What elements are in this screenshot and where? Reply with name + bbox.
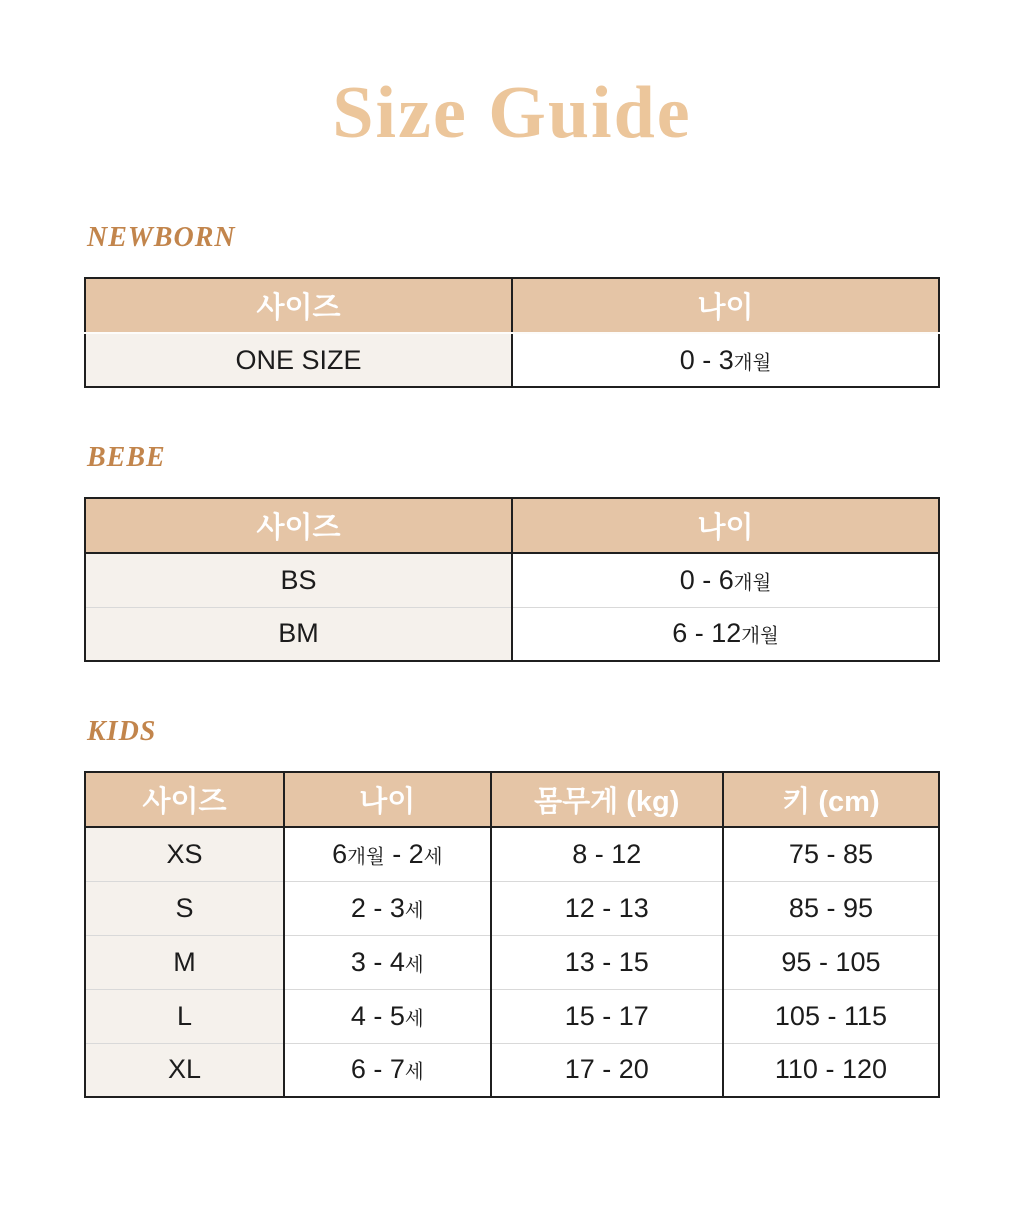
size-cell: BS — [85, 553, 512, 607]
value-cell: 8 - 12 — [491, 827, 723, 881]
unit-suffix: 세 — [404, 899, 424, 922]
value-cell: 15 - 17 — [491, 989, 723, 1043]
size-cell: M — [85, 935, 284, 989]
column-header: 나이 — [512, 278, 939, 333]
column-header: 몸무게 (kg) — [491, 772, 723, 827]
table-row — [85, 935, 939, 989]
section-heading-kids: KIDS — [87, 716, 157, 747]
size-cell: BM — [85, 607, 512, 661]
table-row — [85, 553, 939, 607]
unit-suffix: 개월 — [733, 351, 772, 374]
value-cell: 105 - 115 — [723, 989, 939, 1043]
value-cell: 6 - 7세 — [284, 1043, 491, 1097]
section-bebe — [84, 442, 940, 662]
size-cell: L — [85, 989, 284, 1043]
value-cell: 17 - 20 — [491, 1043, 723, 1097]
newborn-size-table — [84, 277, 940, 388]
value-cell: 13 - 15 — [491, 935, 723, 989]
header-row — [85, 772, 939, 827]
value-cell: 110 - 120 — [723, 1043, 939, 1097]
column-header: 사이즈 — [85, 498, 512, 553]
column-header: 나이 — [284, 772, 491, 827]
kids-size-table — [84, 771, 940, 1098]
column-header: 사이즈 — [85, 278, 512, 333]
unit-suffix: 세 — [404, 1061, 424, 1084]
size-cell: S — [85, 881, 284, 935]
value-cell: 85 - 95 — [723, 881, 939, 935]
value-cell: 75 - 85 — [723, 827, 939, 881]
table-row — [85, 333, 939, 387]
column-header: 키 (cm) — [723, 772, 939, 827]
value-cell: 6개월 - 2세 — [284, 827, 491, 881]
value-cell: 3 - 4세 — [284, 935, 491, 989]
table-row — [85, 607, 939, 661]
unit-suffix: 개월 — [347, 845, 385, 868]
value-cell: 95 - 105 — [723, 935, 939, 989]
section-newborn — [84, 222, 940, 388]
section-heading-bebe: BEBE — [87, 442, 166, 473]
header-row — [85, 278, 939, 333]
bebe-size-table — [84, 497, 940, 662]
unit-suffix: 세 — [404, 953, 424, 976]
table-row — [85, 881, 939, 935]
page-title: Size Guide — [332, 72, 692, 154]
value-cell: 2 - 3세 — [284, 881, 491, 935]
size-cell: XS — [85, 827, 284, 881]
section-kids — [84, 716, 940, 1098]
unit-suffix: 세 — [404, 1007, 424, 1030]
column-header: 나이 — [512, 498, 939, 553]
value-cell: 0 - 6개월 — [512, 553, 939, 607]
header-row — [85, 498, 939, 553]
table-row — [85, 827, 939, 881]
table-row — [85, 1043, 939, 1097]
value-cell: 4 - 5세 — [284, 989, 491, 1043]
column-header: 사이즈 — [85, 772, 284, 827]
unit-suffix: 개월 — [741, 625, 779, 648]
section-heading-newborn: NEWBORN — [87, 222, 236, 253]
value-cell: 6 - 12개월 — [512, 607, 939, 661]
value-cell: 0 - 3개월 — [512, 333, 939, 387]
unit-suffix: 세 — [423, 845, 443, 868]
table-row — [85, 989, 939, 1043]
size-cell: ONE SIZE — [85, 333, 512, 387]
value-cell: 12 - 13 — [491, 881, 723, 935]
unit-suffix: 개월 — [733, 571, 772, 594]
size-cell: XL — [85, 1043, 284, 1097]
